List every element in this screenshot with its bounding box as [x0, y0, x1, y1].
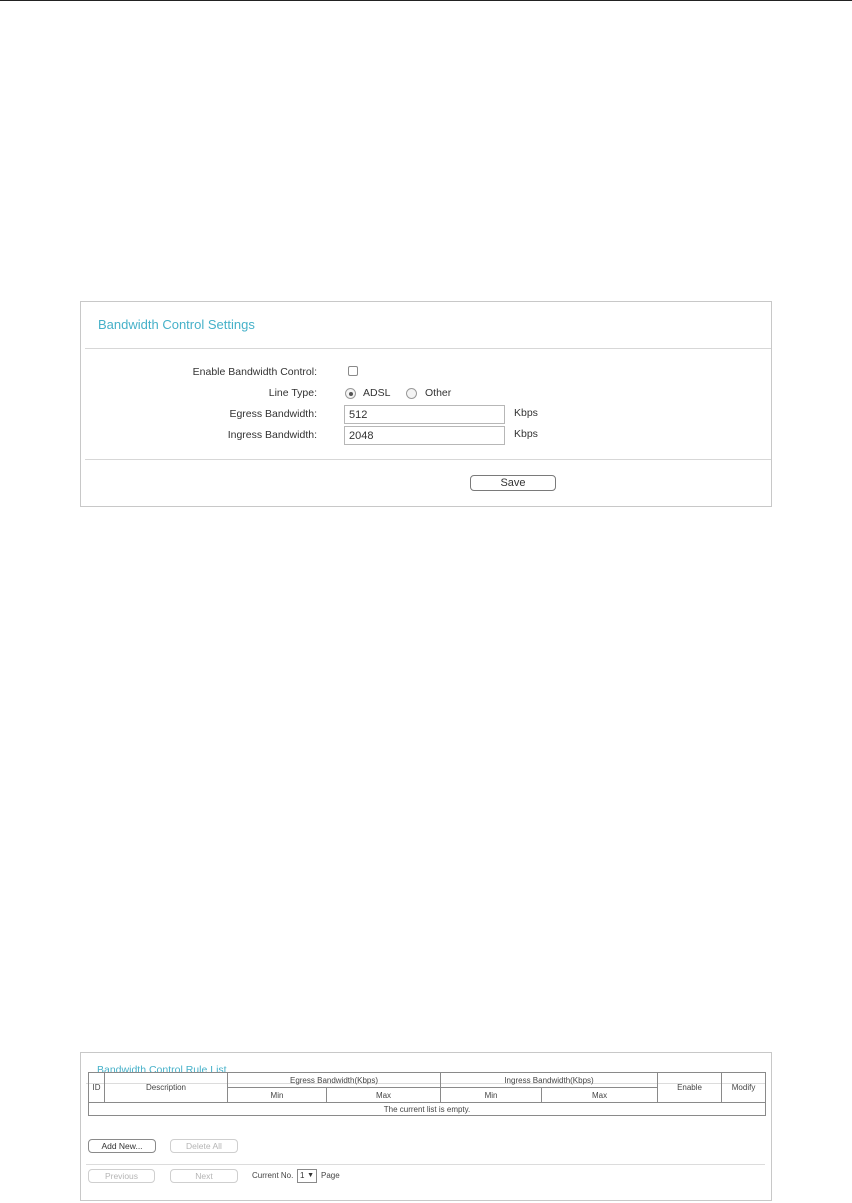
top-rule [0, 0, 852, 1]
divider [85, 459, 771, 460]
egress-bandwidth-input[interactable] [344, 405, 505, 424]
page-number-value: 1 [300, 1171, 305, 1180]
rule-table-grid [88, 1072, 766, 1116]
current-no-label: Current No. [252, 1171, 294, 1180]
col-header-ingress-max: Max [542, 1088, 658, 1103]
divider [85, 348, 771, 349]
previous-page-button[interactable]: Previous [88, 1169, 155, 1183]
bandwidth-control-settings-panel [80, 301, 772, 507]
settings-panel-title: Bandwidth Control Settings [98, 317, 255, 332]
delete-all-button[interactable]: Delete All [170, 1139, 238, 1153]
col-header-id: ID [89, 1073, 105, 1103]
next-page-button[interactable]: Next [170, 1169, 238, 1183]
rule-table-wrapper [88, 1072, 766, 1116]
page-number-select[interactable] [297, 1169, 317, 1183]
ingress-unit-label: Kbps [514, 428, 538, 440]
bandwidth-control-rule-list-panel [80, 1052, 772, 1201]
col-header-egress-min: Min [228, 1088, 327, 1103]
dropdown-arrow-icon: ▼ [307, 1172, 314, 1179]
ingress-bandwidth-input[interactable] [344, 426, 505, 445]
line-type-adsl-label[interactable]: ADSL [363, 387, 391, 399]
col-header-egress-max: Max [327, 1088, 441, 1103]
empty-list-message: The current list is empty. [89, 1103, 766, 1116]
line-type-other-radio[interactable] [406, 388, 417, 399]
egress-bandwidth-label: Egress Bandwidth: [229, 408, 317, 420]
line-type-other-label[interactable]: Other [425, 387, 452, 399]
enable-bandwidth-control-label: Enable Bandwidth Control: [192, 366, 317, 378]
page-label: Page [321, 1171, 340, 1180]
save-button[interactable]: Save [470, 475, 556, 491]
ingress-bandwidth-label: Ingress Bandwidth: [227, 429, 317, 441]
line-type-label: Line Type: [268, 387, 317, 399]
egress-unit-label: Kbps [514, 407, 538, 419]
enable-bandwidth-control-checkbox[interactable] [348, 366, 358, 376]
rule-list-title: Bandwidth Control Rule List [97, 1064, 227, 1076]
col-header-description: Description [105, 1073, 228, 1103]
col-header-egress: Egress Bandwidth(Kbps) [228, 1073, 441, 1088]
col-header-ingress: Ingress Bandwidth(Kbps) [441, 1073, 658, 1088]
col-header-enable: Enable [658, 1073, 722, 1103]
col-header-modify: Modify [722, 1073, 766, 1103]
divider [86, 1164, 765, 1165]
col-header-ingress-min: Min [441, 1088, 542, 1103]
add-new-button[interactable]: Add New... [88, 1139, 156, 1153]
line-type-adsl-radio[interactable] [345, 388, 356, 399]
